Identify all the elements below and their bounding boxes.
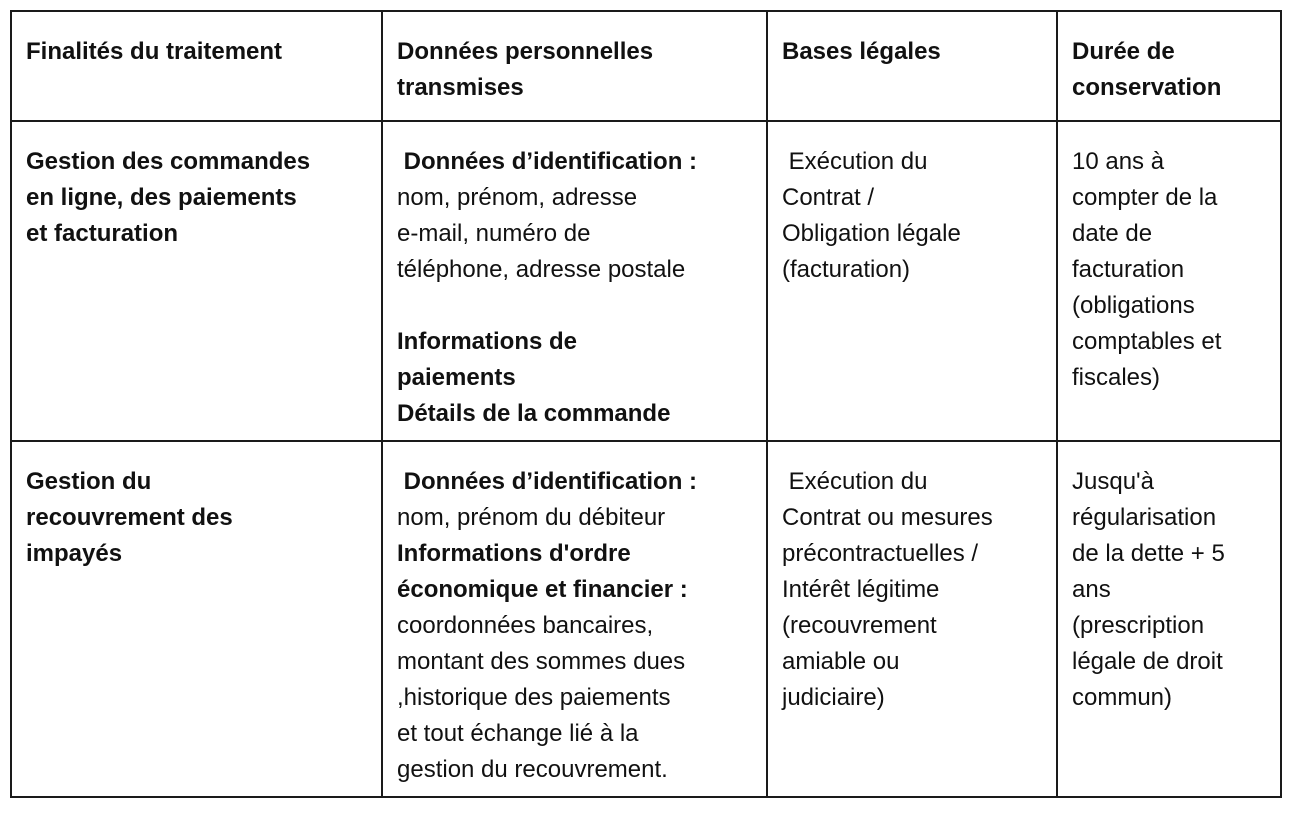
cell-legal-basis: Exécution du Contrat / Obligation légale (facturation) xyxy=(767,121,1057,441)
cell-purpose: Gestion du recouvrement des impayés xyxy=(11,441,382,797)
cell-purpose: Gestion des commandes en ligne, des paiements et facturation xyxy=(11,121,382,441)
blank-line xyxy=(397,288,754,324)
header-purpose: Finalités du traitement xyxy=(11,11,382,121)
table-header-row xyxy=(11,11,1281,121)
header-personal-data: Données personnelles transmises xyxy=(382,11,767,121)
cell-personal-data: Données d’identification : nom, prénom, adresse e-mail, numéro de téléphone, adresse postale Informations de paiements Détails de la commande xyxy=(382,121,767,441)
cell-retention: 10 ans à compter de la date de facturation (obligations comptables et fiscales) xyxy=(1057,121,1281,441)
table-row xyxy=(11,121,1281,441)
cell-personal-data: Données d’identification : nom, prénom du débiteur Informations d'ordre économique et financier : coordonnées bancaires, montant des sommes dues ,historique des paiements et tout échange lié à la gestion du recouvrement. xyxy=(382,441,767,797)
processing-table xyxy=(10,10,1282,798)
table-row xyxy=(11,441,1281,797)
header-legal-basis: Bases légales xyxy=(767,11,1057,121)
cell-retention: Jusqu'à régularisation de la dette + 5 ans (prescription légale de droit commun) xyxy=(1057,441,1281,797)
cell-legal-basis: Exécution du Contrat ou mesures précontractuelles / Intérêt légitime (recouvrement amiable ou judiciaire) xyxy=(767,441,1057,797)
header-retention: Durée de conservation xyxy=(1057,11,1281,121)
